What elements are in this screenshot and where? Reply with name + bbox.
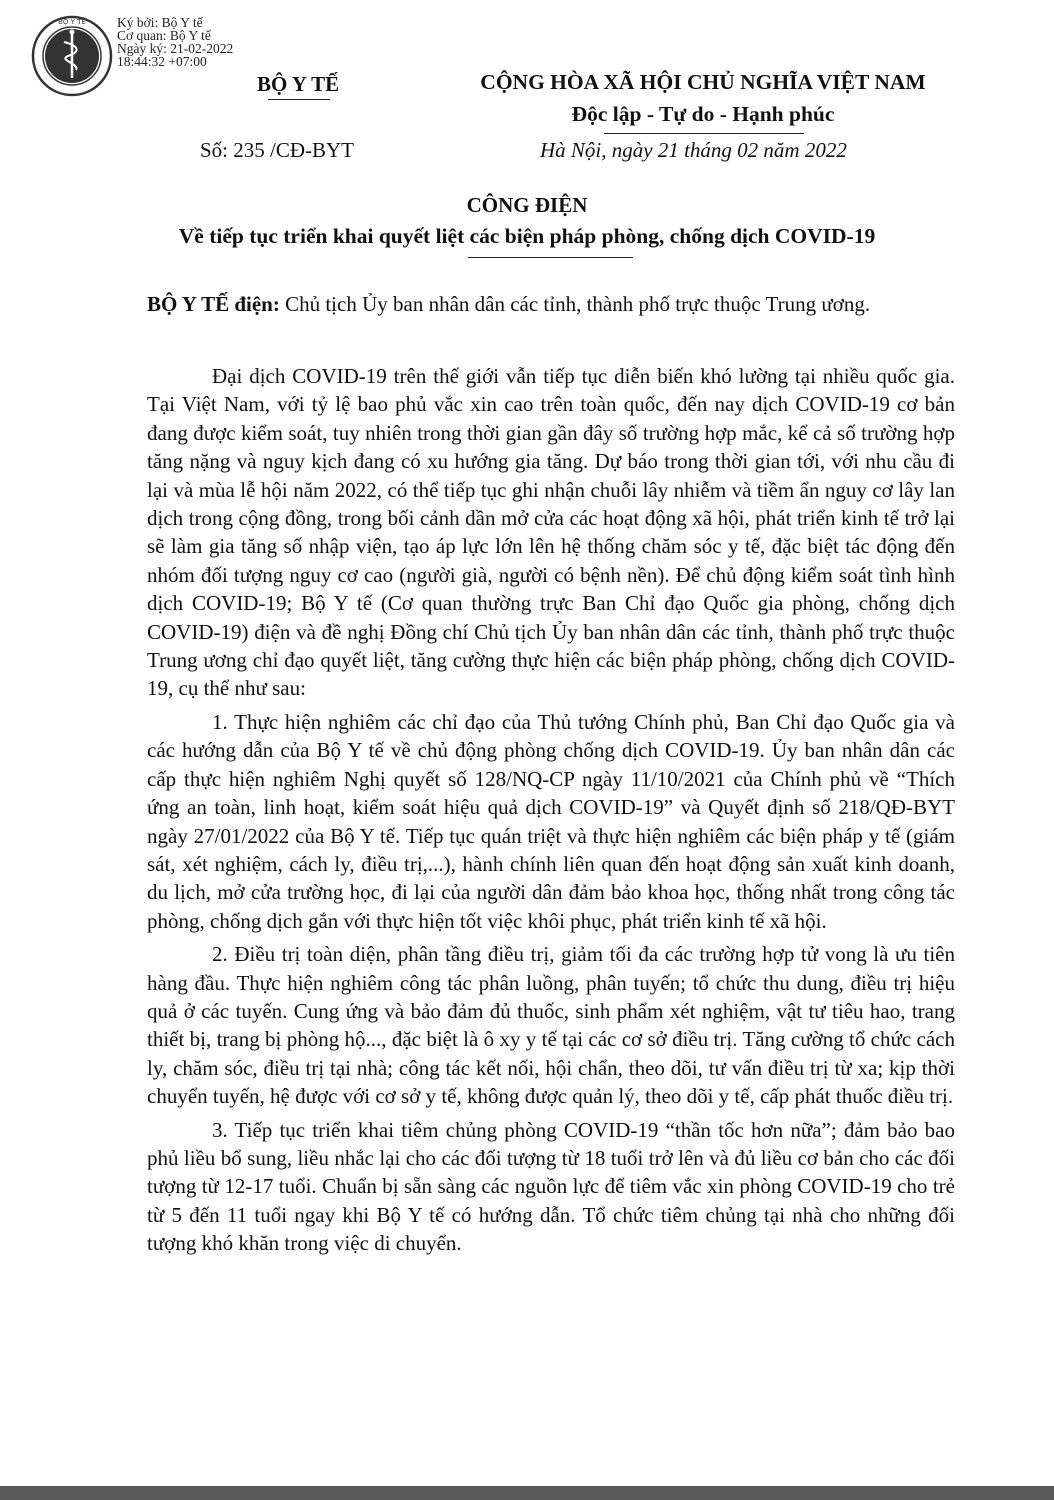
paragraph-item-2: 2. Điều trị toàn diện, phân tầng điều trị, giảm tối đa các trường hợp tử vong là ưu tiên hàng đầu. Thực hiện nghiêm công tác phân luồng, phân tuyến; tổ chức thu dung, điều trị hiệu quả ở các tuyến. Cung ứng và bảo đảm đủ thuốc, sinh phẩm xét nghiệm, vật tư tiêu hao, trang thiết bị, trang bị phòng hộ..., đặc biệt là ô xy y tế tại các cơ sở điều trị. Tăng cường tổ chức cách ly, chăm sóc, điều trị tại nhà; công tác kết nối, hội chẩn, theo dõi, tư vấn điều trị từ xa; kịp thời chuyển tuyến, hệ được với cơ sở y tế, không được quản lý, theo dõi y tế, cấp phát thuốc điều trị. bbox=[147, 942, 955, 1109]
document-date: Hà Nội, ngày 21 tháng 02 năm 2022 bbox=[540, 138, 847, 162]
document-type-title: CÔNG ĐIỆN bbox=[466, 193, 588, 217]
addressee-text: Chủ tịch Ủy ban nhân dân các tỉnh, thành phố trực thuộc Trung ương. bbox=[279, 292, 871, 316]
svg-text:BỘ Y TẾ: BỘ Y TẾ bbox=[58, 18, 86, 26]
ministry-seal-icon bbox=[30, 14, 114, 98]
agency-name: BỘ Y TẾ bbox=[257, 72, 340, 96]
nation-line-2: Độc lập - Tự do - Hạnh phúc bbox=[571, 102, 835, 126]
addressee-line bbox=[147, 292, 870, 317]
digital-signature-block bbox=[117, 16, 233, 68]
paragraph-item-3: 3. Tiếp tục triển khai tiêm chủng phòng COVID-19 “thần tốc hơn nữa”; đảm bảo bao phủ liều bổ sung, liều nhắc lại cho các đối tượng từ 18 tuổi trở lên và đủ liều cơ bản cho các đối tượng từ 12-17 tuổi. Chuẩn bị sẵn sàng các nguồn lực để tiêm vắc xin phòng COVID-19 cho trẻ từ 5 đến 11 tuổi ngay khi Bộ Y tế có hướng dẫn. Tổ chức tiêm chủng tại nhà cho những đối tượng khó khăn trong việc di chuyển. bbox=[147, 1117, 955, 1256]
signing-agency: Cơ quan: Bộ Y tế bbox=[117, 28, 211, 43]
document-subject: Về tiếp tục triển khai quyết liệt các biện pháp phòng, chống dịch COVID-19 bbox=[178, 224, 876, 248]
signed-by: Ký bởi: Bộ Y tế bbox=[117, 15, 203, 30]
bottom-scan-edge bbox=[0, 1486, 1054, 1500]
national-motto bbox=[443, 66, 963, 130]
signing-date: Ngày ký: 21-02-2022 bbox=[117, 41, 234, 56]
title-underline bbox=[468, 257, 633, 258]
paragraph-intro: Đại dịch COVID-19 trên thế giới vẫn tiếp tục diễn biến khó lường tại nhiều quốc gia. Tại Việt Nam, với tỷ lệ bao phủ vắc xin cao trên toàn quốc, đến nay dịch COVID-19 cơ bản đang được kiểm soát, tuy nhiên trong thời gian gần đây số trường hợp mắc, kể cả số trường hợp tăng nặng và nguy kịch đang có xu hướng gia tăng. Dự báo trong thời gian tới, với nhu cầu đi lại và mùa lễ hội năm 2022, có thể tiếp tục ghi nhận chuỗi lây nhiễm và tiềm ẩn nguy cơ lây lan dịch trong cộng đồng, trong bối cảnh dần mở cửa các hoạt động xã hội, phát triển kinh tế trở lại sẽ làm gia tăng số nhập viện, tạo áp lực lớn lên hệ thống chăm sóc y tế, đặc biệt tác động đến nhóm đối tượng nguy cơ cao (người già, người có bệnh nền). Để chủ động kiểm soát tình hình dịch COVID-19; Bộ Y tế (Cơ quan thường trực Ban Chỉ đạo Quốc gia phòng, chống dịch COVID-19) điện và đề nghị Đồng chí Chủ tịch Ủy ban nhân dân các tỉnh, thành phố trực thuộc Trung ương chỉ đạo quyết liệt, tăng cường thực hiện các biện pháp phòng, chống dịch COVID-19, cụ thể như sau: bbox=[147, 364, 955, 701]
paragraph-item-1: 1. Thực hiện nghiêm các chỉ đạo của Thủ tướng Chính phủ, Ban Chỉ đạo Quốc gia và các hướng dẫn của Bộ Y tế về chủ động phòng chống dịch COVID-19. Ủy ban nhân dân các cấp thực hiện nghiêm Nghị quyết số 128/NQ-CP ngày 11/10/2021 của Chính phủ về “Thích ứng an toàn, linh hoạt, kiểm soát hiệu quả dịch COVID-19” và Quyết định số 218/QĐ-BYT ngày 27/01/2022 của Bộ Y tế. Tiếp tục quán triệt và thực hiện nghiêm các biện pháp y tế (giám sát, xét nghiệm, cách ly, điều trị,...), hành chính liên quan đến hoạt động sản xuất kinh doanh, du lịch, mở cửa trường học, đi lại của người dân đảm bảo khoa học, thống nhất trong công tác phòng, chống dịch gắn với thực hiện tốt việc khôi phục, phát triển kinh tế xã hội. bbox=[147, 709, 955, 933]
document-number: Số: 235 /CĐ-BYT bbox=[200, 138, 355, 162]
document-body bbox=[147, 362, 955, 1263]
signing-time: 18:44:32 +07:00 bbox=[117, 54, 207, 69]
motto-underline bbox=[604, 133, 804, 134]
addressee-label: BỘ Y TẾ điện: bbox=[147, 292, 280, 316]
nation-line-1: CỘNG HÒA XÃ HỘI CHỦ NGHĨA VIỆT NAM bbox=[480, 70, 926, 94]
agency-underline bbox=[268, 99, 330, 100]
